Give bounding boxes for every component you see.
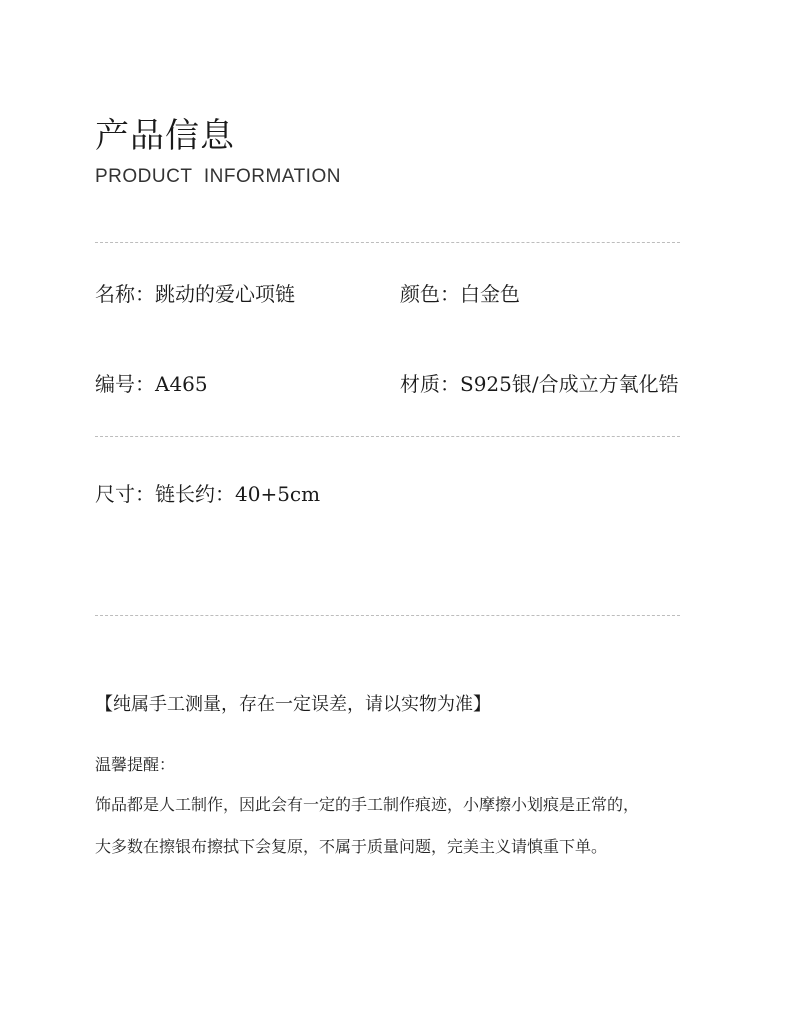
- measurement-note: 【纯属手工测量，存在一定误差，请以实物为准】: [95, 694, 491, 715]
- product-code: 编号：A465: [95, 372, 208, 396]
- product-size: 尺寸：链长约：40+5cm: [95, 482, 321, 506]
- tips-line-2: 大多数在擦银布擦拭下会复原，不属于质量问题，完美主义请慎重下单。: [95, 837, 608, 856]
- tips-line-1: 饰品都是人工制作，因此会有一定的手工制作痕迹，小摩擦小划痕是正常的，: [95, 795, 640, 814]
- tips-label: 温馨提醒：: [95, 755, 176, 774]
- product-name: 名称：跳动的爱心项链: [95, 282, 295, 306]
- divider: [95, 436, 680, 437]
- page-title: 产品信息: [95, 116, 235, 156]
- divider: [95, 242, 680, 243]
- product-material: 材质：S925银/合成立方氧化锆: [400, 372, 679, 396]
- product-color: 颜色：白金色: [400, 282, 520, 306]
- page-subtitle: PRODUCT INFORMATION: [95, 166, 341, 187]
- divider: [95, 615, 680, 616]
